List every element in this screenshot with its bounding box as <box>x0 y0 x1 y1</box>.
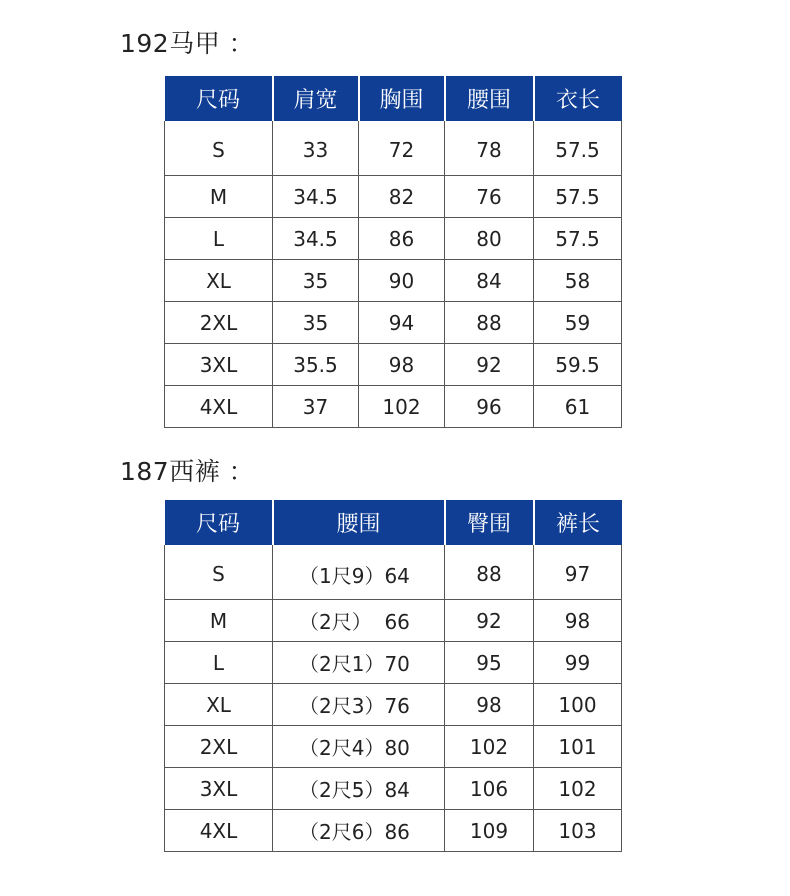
cell-waist: 96 <box>445 386 534 428</box>
table-row <box>165 545 622 600</box>
cell-shoulder: 35 <box>273 260 359 302</box>
cell-waist: 92 <box>445 344 534 386</box>
cell-hip: 88 <box>445 545 534 600</box>
vest-size-heading: 192马甲 ： <box>120 29 255 58</box>
column-header-chest: 胸围 <box>359 76 445 121</box>
table-row <box>165 726 622 768</box>
cell-length: 100 <box>534 684 622 726</box>
column-header-shoulder: 肩宽 <box>273 76 359 121</box>
cell-hip: 106 <box>445 768 534 810</box>
vest-size-table <box>164 76 622 428</box>
cell-waist: （2尺1）70 <box>273 642 445 684</box>
table-row <box>165 684 622 726</box>
cell-hip: 95 <box>445 642 534 684</box>
cell-size: S <box>165 121 273 176</box>
table-header-row <box>165 76 622 121</box>
cell-waist: 76 <box>445 176 534 218</box>
table-row <box>165 386 622 428</box>
cell-waist: 84 <box>445 260 534 302</box>
cell-size: 3XL <box>165 344 273 386</box>
cell-length: 57.5 <box>534 176 622 218</box>
cell-size: M <box>165 176 273 218</box>
table-row <box>165 344 622 386</box>
column-header-length: 衣长 <box>534 76 622 121</box>
cell-size: 4XL <box>165 386 273 428</box>
cell-chest: 90 <box>359 260 445 302</box>
table-row <box>165 260 622 302</box>
cell-length: 97 <box>534 545 622 600</box>
cell-waist: （2尺5）84 <box>273 768 445 810</box>
cell-hip: 92 <box>445 600 534 642</box>
cell-chest: 72 <box>359 121 445 176</box>
pants-size-table <box>164 500 622 852</box>
cell-shoulder: 37 <box>273 386 359 428</box>
column-header-size: 尺码 <box>165 500 273 545</box>
cell-shoulder: 34.5 <box>273 176 359 218</box>
cell-waist: （2尺4）80 <box>273 726 445 768</box>
cell-waist: （2尺3）76 <box>273 684 445 726</box>
column-header-hip: 臀围 <box>445 500 534 545</box>
cell-waist: 80 <box>445 218 534 260</box>
column-header-waist: 腰围 <box>273 500 445 545</box>
cell-length: 102 <box>534 768 622 810</box>
table-row <box>165 600 622 642</box>
table-row <box>165 121 622 176</box>
cell-chest: 82 <box>359 176 445 218</box>
cell-chest: 98 <box>359 344 445 386</box>
cell-shoulder: 34.5 <box>273 218 359 260</box>
cell-size: L <box>165 642 273 684</box>
cell-waist: 88 <box>445 302 534 344</box>
cell-size: XL <box>165 260 273 302</box>
cell-hip: 109 <box>445 810 534 852</box>
cell-shoulder: 35.5 <box>273 344 359 386</box>
cell-length: 61 <box>534 386 622 428</box>
cell-hip: 102 <box>445 726 534 768</box>
cell-hip: 98 <box>445 684 534 726</box>
table-row <box>165 176 622 218</box>
table-row <box>165 810 622 852</box>
cell-length: 99 <box>534 642 622 684</box>
cell-size: XL <box>165 684 273 726</box>
cell-shoulder: 35 <box>273 302 359 344</box>
table-header-row <box>165 500 622 545</box>
cell-length: 57.5 <box>534 218 622 260</box>
cell-waist: 78 <box>445 121 534 176</box>
table-row <box>165 642 622 684</box>
cell-size: 3XL <box>165 768 273 810</box>
cell-size: 4XL <box>165 810 273 852</box>
cell-waist: （2尺） 66 <box>273 600 445 642</box>
column-header-length: 裤长 <box>534 500 622 545</box>
table-row <box>165 218 622 260</box>
cell-waist: （1尺9）64 <box>273 545 445 600</box>
cell-length: 98 <box>534 600 622 642</box>
cell-waist: （2尺6）86 <box>273 810 445 852</box>
cell-length: 58 <box>534 260 622 302</box>
table-row <box>165 302 622 344</box>
cell-size: M <box>165 600 273 642</box>
cell-length: 57.5 <box>534 121 622 176</box>
cell-length: 101 <box>534 726 622 768</box>
column-header-waist: 腰围 <box>445 76 534 121</box>
pants-size-heading: 187西裤 ： <box>120 457 255 486</box>
table-row <box>165 768 622 810</box>
cell-chest: 94 <box>359 302 445 344</box>
cell-size: L <box>165 218 273 260</box>
cell-shoulder: 33 <box>273 121 359 176</box>
cell-chest: 102 <box>359 386 445 428</box>
column-header-size: 尺码 <box>165 76 273 121</box>
cell-length: 59.5 <box>534 344 622 386</box>
cell-size: S <box>165 545 273 600</box>
cell-size: 2XL <box>165 302 273 344</box>
cell-size: 2XL <box>165 726 273 768</box>
cell-chest: 86 <box>359 218 445 260</box>
cell-length: 59 <box>534 302 622 344</box>
cell-length: 103 <box>534 810 622 852</box>
